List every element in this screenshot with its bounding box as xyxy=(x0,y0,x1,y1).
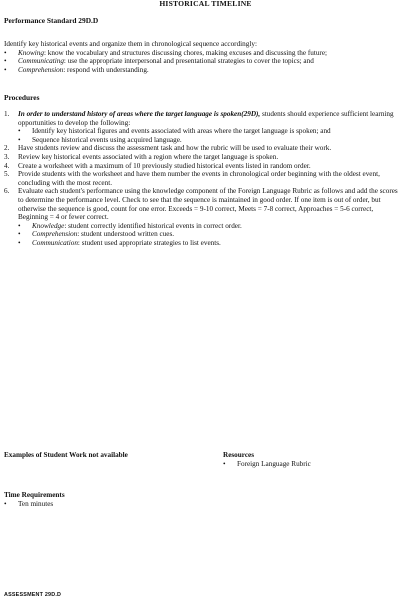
step-text: Evaluate each student's performance using the knowledge component of the Foreign Language Rubric as follows and add the scores to determine the performance level. Check to see that the sequence is maintained in good order. If one item is out of order, but otherwise the sequence is good, count for one error. Exceeds = 9-10 correct, Meets = 7-8 correct, Approaches = 5-6 correct, Beginning = 4 or fewer correct. xyxy=(18,187,398,222)
step-text: Provide students with the worksheet and have them number the events in chronological order beginning with the oldest event, concluding with the most recent. xyxy=(18,170,380,187)
intro-text: Identify key historical events and organize them in chronological sequence accordingly: xyxy=(4,40,257,48)
resource-item: • Foreign Language Rubric xyxy=(223,460,403,469)
step-sub-item xyxy=(18,222,402,231)
resources-section xyxy=(223,451,403,468)
sub-text: : student correctly identified historical events in correct order. xyxy=(64,221,242,230)
sub-text: Sequence historical events using acquired language. xyxy=(32,135,182,144)
criteria-item-comprehension xyxy=(4,66,399,75)
intro-section xyxy=(4,40,399,74)
page-footer: ASSESSMENT 29D.D xyxy=(4,592,62,598)
step-number: 6. xyxy=(4,187,10,196)
step-lead: In order to understand history of areas where the target language is spoken(29D), xyxy=(18,110,261,118)
step-number: 3. xyxy=(4,152,10,161)
step-number: 1. xyxy=(4,110,10,118)
time-requirements-section xyxy=(4,491,204,508)
procedure-step xyxy=(4,170,402,187)
criteria-text: : use the appropriate interpersonal and presentational strategies to cover the topics; and xyxy=(63,57,314,66)
procedure-step xyxy=(4,110,402,144)
criteria-item-communicating xyxy=(4,57,399,66)
criteria-item-knowing xyxy=(4,49,399,58)
step-number: 2. xyxy=(4,144,10,153)
criteria-term: Knowing xyxy=(18,48,44,57)
criteria-text: : respond with understanding. xyxy=(63,65,149,74)
sub-text: : student used appropriate strategies to list events. xyxy=(77,238,221,247)
procedures-list xyxy=(4,110,402,248)
time-item: • Ten minutes xyxy=(4,500,204,509)
criteria-term: Comprehension xyxy=(18,65,64,74)
sub-term: Comprehension xyxy=(32,230,78,239)
step-sub-item xyxy=(18,230,402,239)
step-sub-item xyxy=(18,239,402,248)
step-text: Create a worksheet with a maximum of 10 previously studied historical events listed in random order. xyxy=(18,161,311,170)
procedure-step xyxy=(4,153,402,162)
criteria-term: Communicating xyxy=(18,57,64,66)
step-number: 4. xyxy=(4,161,10,170)
sub-term: Knowledge xyxy=(32,221,65,230)
step-text: students should experience sufficient learning opportunities to develop the following: xyxy=(18,110,394,127)
procedures-heading: Procedures xyxy=(4,93,40,102)
sub-text: : student understood written cues. xyxy=(77,230,175,239)
step-sub-item xyxy=(18,136,402,145)
resources-heading: Resources xyxy=(223,451,255,459)
step-number: 5. xyxy=(4,170,10,179)
step-text: Have students review and discuss the assessment task and how the rubric will be used to evaluate their work. xyxy=(18,144,332,153)
sub-term: Communication xyxy=(32,238,78,247)
procedure-step xyxy=(4,162,402,171)
page-title: HISTORICAL TIMELINE xyxy=(159,0,252,8)
standard-heading: Performance Standard 29D.D xyxy=(4,16,99,25)
procedure-step xyxy=(4,144,402,153)
sub-text: Identify key historical figures and events associated with areas where the target language is spoken; and xyxy=(32,127,331,136)
examples-note: Examples of Student Work not available xyxy=(4,451,128,459)
criteria-text: : know the vocabulary and structures discussing chores, making excuses and discussing the future; xyxy=(43,48,328,57)
procedure-step xyxy=(4,187,402,247)
step-sub-item xyxy=(18,127,402,136)
time-heading: Time Requirements xyxy=(4,491,65,499)
step-text: Review key historical events associated with a region where the target language is spoken. xyxy=(18,152,279,161)
